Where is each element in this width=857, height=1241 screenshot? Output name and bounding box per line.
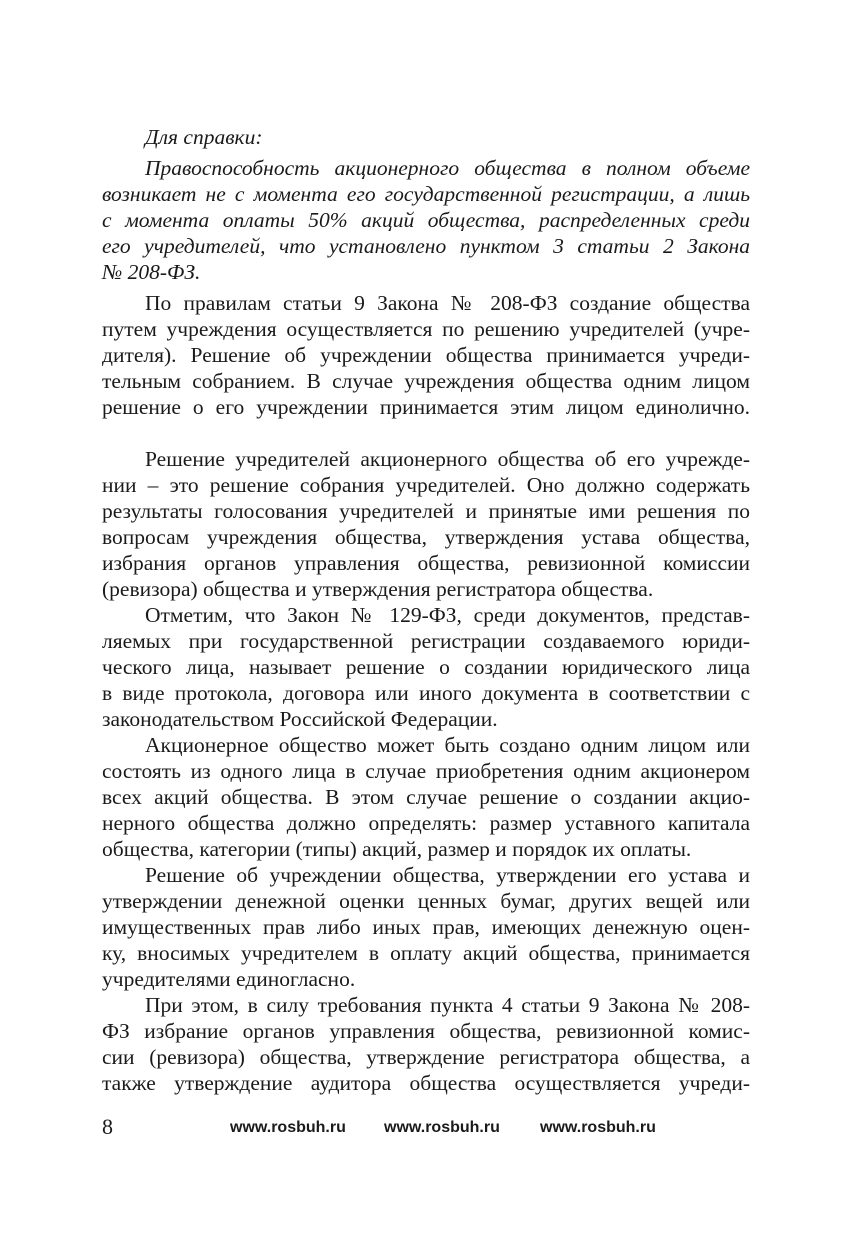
paragraph-line: результаты голосования учредителей и принятые ими решения по <box>102 499 750 523</box>
paragraph-line: вопросам учреждения общества, утверждения устава общества, <box>102 525 750 549</box>
paragraph-line: Акционерное общество может быть создано одним лицом или <box>145 733 750 757</box>
paragraph-line: (ревизора) общества и утверждения регистратора общества. <box>102 577 654 601</box>
paragraph-line: ку, вносимых учредителем в оплату акций общества, принимается <box>102 941 750 965</box>
footer-site-link[interactable]: www.rosbuh.ru <box>540 1119 656 1136</box>
footer-site-link[interactable]: www.rosbuh.ru <box>230 1119 346 1136</box>
paragraph-line: нии – это решение собрания учредителей. Оно должно содержать <box>102 473 750 497</box>
paragraph-line: ФЗ избрание органов управления общества, ревизионной комис- <box>102 1019 750 1043</box>
paragraph-line: тельным собранием. В случае учреждения общества одним лицом <box>102 369 750 393</box>
paragraph-line: ческого лица, называет решение о создании юридического лица <box>102 655 750 679</box>
paragraph-line: Отметим, что Закон № 129-ФЗ, среди документов, представ- <box>145 603 750 627</box>
reference-text-line: Правоспособность акционерного общества в полном объеме <box>145 156 750 180</box>
footer-site-link[interactable]: www.rosbuh.ru <box>384 1119 500 1136</box>
page-number: 8 <box>102 1114 113 1139</box>
reference-text-line: с момента оплаты 50% акций общества, распределенных среди <box>102 208 750 232</box>
paragraph-line: По правилам статьи 9 Закона № 208-ФЗ создание общества <box>145 291 750 315</box>
paragraph-line: законодательством Российской Федерации. <box>102 707 498 731</box>
reference-text-line: № 208-ФЗ. <box>102 260 201 284</box>
paragraph-line: учредителями единогласно. <box>102 967 356 991</box>
reference-heading: Для справки: <box>145 125 263 149</box>
reference-text-line: возникает не с момента его государственной регистрации, а лишь <box>102 182 750 206</box>
paragraph-line: решение о его учреждении принимается этим лицом единолично. <box>102 395 750 419</box>
paragraph-line: имущественных прав либо иных прав, имеющих денежную оцен- <box>102 915 750 939</box>
paragraph-line: дителя). Решение об учреждении общества принимается учреди- <box>102 343 750 367</box>
paragraph-line: При этом, в силу требования пункта 4 статьи 9 Закона № 208- <box>145 993 750 1017</box>
paragraph-line: сии (ревизора) общества, утверждение регистратора общества, а <box>102 1045 750 1069</box>
paragraph-line: Решение об учреждении общества, утверждении его устава и <box>145 863 750 887</box>
reference-text-line: его учредителей, что установлено пунктом 3 статьи 2 Закона <box>102 234 750 258</box>
paragraph-line: также утверждение аудитора общества осуществляется учреди- <box>102 1071 750 1095</box>
paragraph-line: путем учреждения осуществляется по решению учредителей (учре- <box>102 317 750 341</box>
paragraph-line: утверждении денежной оценки ценных бумаг, других вещей или <box>102 889 750 913</box>
paragraph-line: избрания органов управления общества, ревизионной комиссии <box>102 551 750 575</box>
paragraph-line: всех акций общества. В этом случае решение о создании акцио- <box>102 785 750 809</box>
paragraph-line: общества, категории (типы) акций, размер и порядок их оплаты. <box>102 837 692 861</box>
paragraph-line: в виде протокола, договора или иного документа в соответствии с <box>102 681 750 705</box>
paragraph-line: Решение учредителей акционерного общества об его учрежде- <box>145 447 750 471</box>
paragraph-line: состоять из одного лица в случае приобретения одним акционером <box>102 759 750 783</box>
paragraph-line: ляемых при государственной регистрации создаваемого юриди- <box>102 629 750 653</box>
paragraph-line: нерного общества должно определять: размер уставного капитала <box>102 811 750 835</box>
